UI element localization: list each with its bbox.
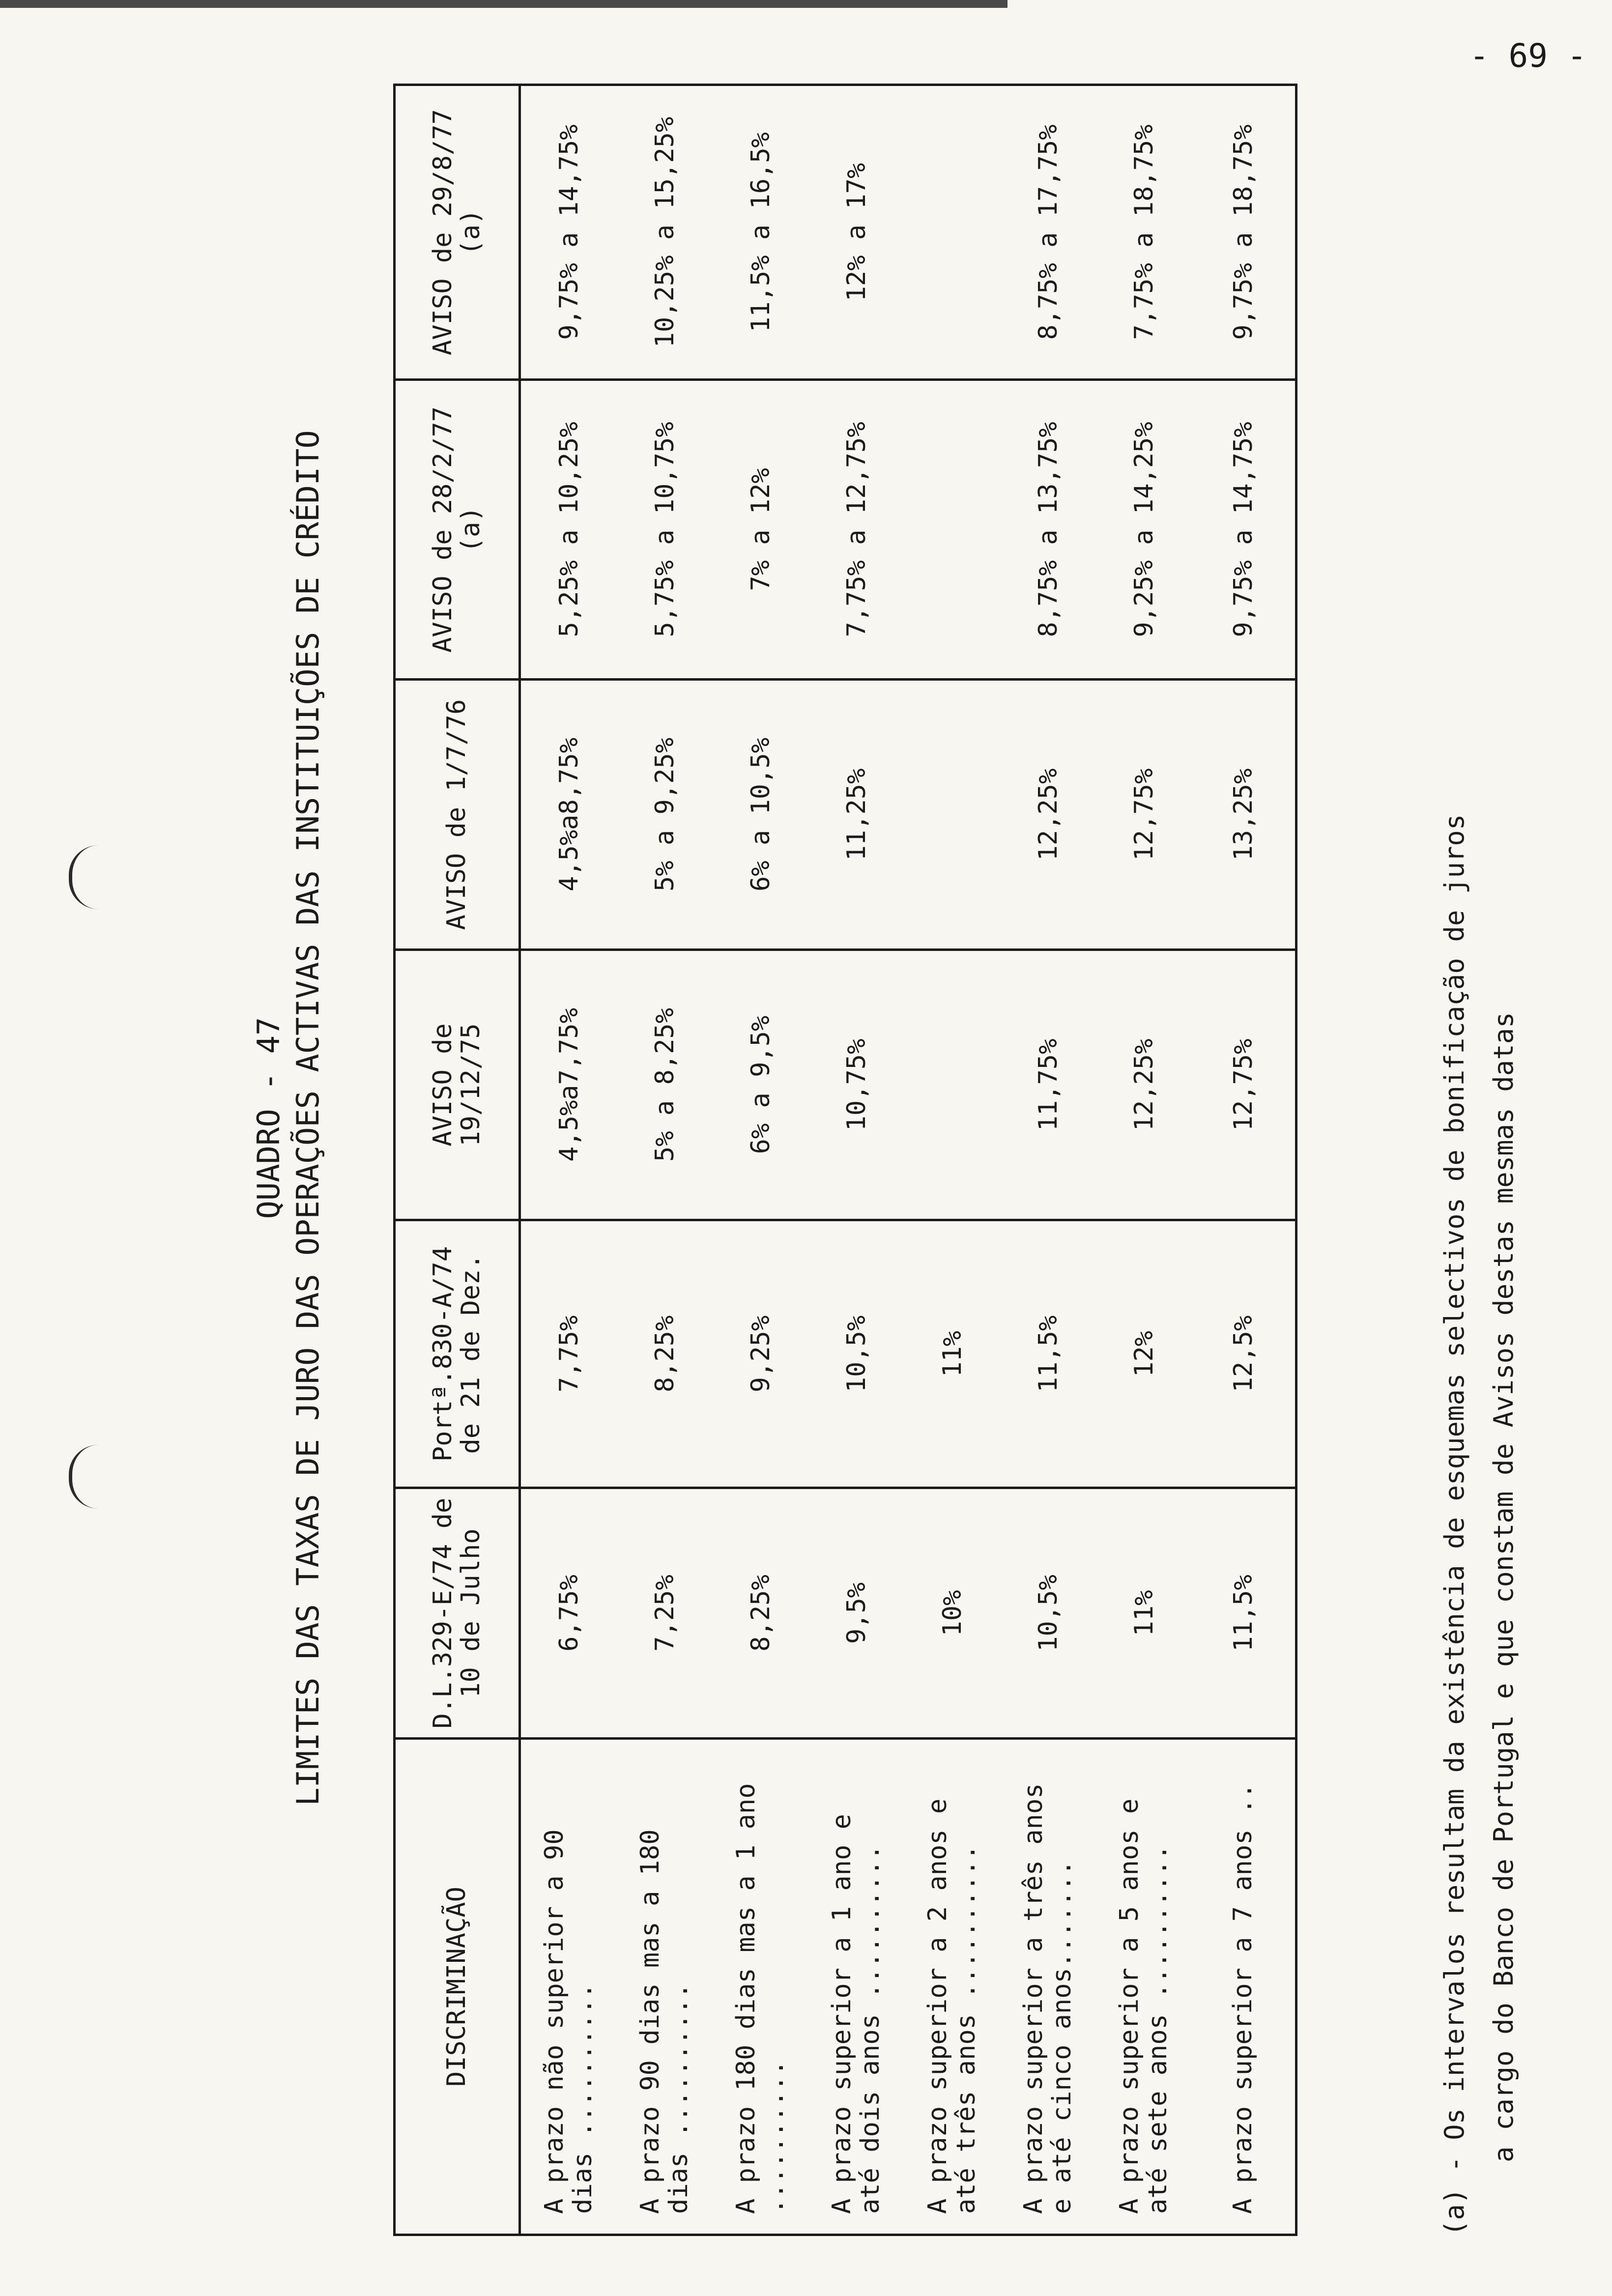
row-label: A prazo superior a 7 anos ..: [1192, 1739, 1296, 2235]
column-header: AVISO de 28/2/77 (a): [395, 380, 520, 680]
footnote-line: a cargo do Banco de Portugal e que constam de Avisos destas mesmas datas: [1488, 1012, 1519, 2162]
table-cell: 9,25% a 14,25%: [1096, 380, 1192, 680]
row-label: A prazo 180 dias mas a 1 ano ..........: [713, 1739, 808, 2235]
scan-mark: [69, 1445, 116, 1509]
interest-rate-table: [393, 84, 1297, 2236]
table-cell: 10%: [904, 1488, 1000, 1739]
table-row: [713, 85, 808, 2235]
table-cell: 4,5%a8,75%: [520, 680, 617, 950]
table-row: [904, 85, 1000, 2235]
table-row: [808, 85, 904, 2235]
table-title: QUADRO - 47: [251, 1017, 287, 1219]
table-cell: 7,25%: [617, 1488, 713, 1739]
table-cell: 11%: [1096, 1488, 1192, 1739]
footnote: [1430, 0, 1528, 2236]
table-cell: 12% a 17%: [808, 85, 904, 380]
column-header: D.L.329-E/74 de 10 de Julho: [395, 1488, 520, 1739]
table-cell: 10,5%: [1000, 1488, 1096, 1739]
table-cell: 12,25%: [1096, 950, 1192, 1220]
table-cell: 6% a 9,5%: [713, 950, 808, 1220]
table-cell: 9,75% a 14,75%: [520, 85, 617, 380]
table-cell: 6,75%: [520, 1488, 617, 1739]
column-header: AVISO de 19/12/75: [395, 950, 520, 1220]
table-subtitle: LIMITES DAS TAXAS DE JURO DAS OPERAÇÕES ACTIVAS DAS INSTITUIÇÕES DE CRÉDITO: [290, 430, 326, 1806]
table-row: [1192, 85, 1296, 2235]
table-cell: 11%: [904, 1220, 1000, 1488]
rotated-page-content: [251, 0, 1528, 2236]
table-cell: 11,75%: [1000, 950, 1096, 1220]
column-header: Portª.830-A/74 de 21 de Dez.: [395, 1220, 520, 1488]
table-cell: 9,25%: [713, 1220, 808, 1488]
table-cell: 7,75% a 18,75%: [1096, 85, 1192, 380]
table-cell: 12,75%: [1192, 950, 1296, 1220]
table-cell: [904, 680, 1000, 950]
header-row: [395, 85, 520, 2235]
page-number: - 69 -: [1469, 37, 1587, 75]
table-cell: 11,5% a 16,5%: [713, 85, 808, 380]
table-row: [1096, 85, 1192, 2235]
table-cell: 8,75% a 17,75%: [1000, 85, 1096, 380]
table-cell: 12,25%: [1000, 680, 1096, 950]
table-cell: 7,75% a 12,75%: [808, 380, 904, 680]
table-cell: 12,75%: [1096, 680, 1192, 950]
table-cell: 11,5%: [1192, 1488, 1296, 1739]
table-cell: [904, 950, 1000, 1220]
table-cell: 9,75% a 14,75%: [1192, 380, 1296, 680]
table-cell: [904, 85, 1000, 380]
row-label: A prazo não superior a 90 dias ..........: [520, 1739, 617, 2235]
table-cell: 8,75% a 13,75%: [1000, 380, 1096, 680]
table-cell: 9,5%: [808, 1488, 904, 1739]
table-cell: 4,5%a7,75%: [520, 950, 617, 1220]
table-cell: 5,75% a 10,75%: [617, 380, 713, 680]
row-label: A prazo 90 dias mas a 180 dias ..........: [617, 1739, 713, 2235]
table-row: [617, 85, 713, 2235]
row-label: A prazo superior a 5 anos e até sete anos ..........: [1096, 1739, 1192, 2235]
table-cell: 6% a 10,5%: [713, 680, 808, 950]
table-cell: 12,5%: [1192, 1220, 1296, 1488]
table-cell: 5,25% a 10,25%: [520, 380, 617, 680]
footnote-line: (a) - Os intervalos resultam da existência de esquemas selectivos de bonificação de juros: [1439, 814, 1470, 2236]
column-header: AVISO de 29/8/77 (a): [395, 85, 520, 380]
table-cell: 10,75%: [808, 950, 904, 1220]
row-label: A prazo superior a 2 anos e até três anos ..........: [904, 1739, 1000, 2235]
table-cell: 8,25%: [617, 1220, 713, 1488]
table-cell: 7% a 12%: [713, 380, 808, 680]
row-label: A prazo superior a três anos e até cinco anos.......: [1000, 1739, 1096, 2235]
table-cell: 9,75% a 18,75%: [1192, 85, 1296, 380]
table-cell: 10,5%: [808, 1220, 904, 1488]
table-cell: 5% a 8,25%: [617, 950, 713, 1220]
scan-mark: [69, 845, 116, 909]
table-cell: 7,75%: [520, 1220, 617, 1488]
row-label: A prazo superior a 1 ano e até dois anos ..........: [808, 1739, 904, 2235]
table-cell: 12%: [1096, 1220, 1192, 1488]
table-cell: 10,25% a 15,25%: [617, 85, 713, 380]
table-row: [1000, 85, 1096, 2235]
table-row: [520, 85, 617, 2235]
table-cell: [904, 380, 1000, 680]
table-cell: 8,25%: [713, 1488, 808, 1739]
table-cell: 11,5%: [1000, 1220, 1096, 1488]
table-cell: 13,25%: [1192, 680, 1296, 950]
table-cell: 11,25%: [808, 680, 904, 950]
table-cell: 5% a 9,25%: [617, 680, 713, 950]
column-header: DISCRIMINAÇÃO: [395, 1739, 520, 2235]
column-header: AVISO de 1/7/76: [395, 680, 520, 950]
